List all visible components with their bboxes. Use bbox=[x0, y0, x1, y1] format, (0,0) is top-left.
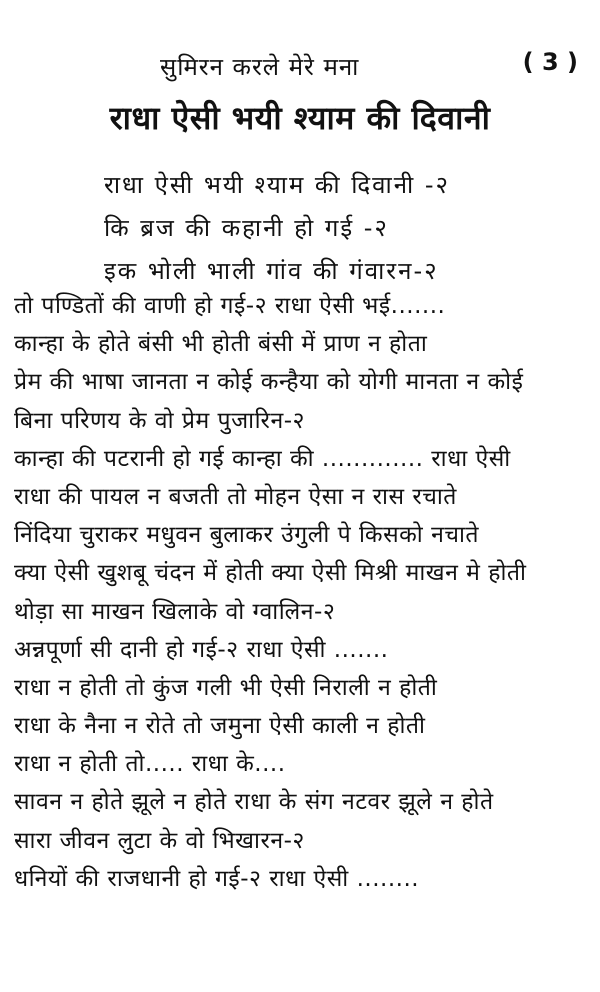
lyric-line: राधा न होती तो कुंज गली भी ऐसी निराली न होती bbox=[14, 674, 438, 701]
refrain-line: इक भोली भाली गांव की गंवारन-२ bbox=[104, 257, 439, 285]
lyric-line: अन्नपूर्णा सी दानी हो गई-२ राधा ऐसी ....... bbox=[14, 636, 389, 663]
lyric-line: क्या ऐसी खुशबू चंदन में होती क्या ऐसी मिश्री माखन मे होती bbox=[14, 560, 527, 587]
page-header bbox=[0, 48, 600, 88]
lyric-line: निंदिया चुराकर मधुवन बुलाकर उंगुली पे किसको नचाते bbox=[14, 522, 480, 549]
lyric-line: सावन न होते झूले न होते राधा के संग नटवर झूले न होते bbox=[14, 789, 494, 816]
lyric-line: थोड़ा सा माखन खिलाके वो ग्वालिन-२ bbox=[14, 598, 336, 625]
lyric-line: कान्हा की पटरानी हो गई कान्हा की ............. राधा ऐसी bbox=[14, 445, 511, 472]
lyric-line: प्रेम की भाषा जानता न कोई कन्हैया को योगी मानता न कोई bbox=[14, 369, 524, 396]
lyric-line: राधा न होती तो..... राधा के.... bbox=[14, 751, 286, 778]
page-number: ( 3 ) bbox=[522, 48, 578, 76]
lyric-line: तो पण्डितों की वाणी हो गई-२ राधा ऐसी भई....... bbox=[14, 293, 446, 319]
lyric-line: कान्हा के होते बंसी भी होती बंसी में प्राण न होता bbox=[14, 331, 428, 358]
refrain-block bbox=[0, 164, 600, 293]
lyric-line: बिना परिणय के वो प्रेम पुजारिन-२ bbox=[14, 407, 305, 434]
song-title: राधा ऐसी भयी श्याम की दिवानी bbox=[109, 99, 491, 137]
lyric-line: राधा के नैना न रोते तो जमुना ऐसी काली न होती bbox=[14, 713, 426, 740]
running-title: सुमिरन करले मेरे मना bbox=[160, 53, 360, 81]
lyric-line: धनियों की राजधानी हो गई-२ राधा ऐसी ........ bbox=[14, 865, 420, 892]
lyrics-body bbox=[14, 287, 584, 898]
lyric-line: राधा की पायल न बजती तो मोहन ऐसा न रास रचाते bbox=[14, 483, 457, 510]
lyric-line: सारा जीवन लुटा के वो भिखारन-२ bbox=[14, 827, 305, 854]
refrain-line: राधा ऐसी भयी श्याम की दिवानी -२ bbox=[104, 171, 451, 199]
refrain-line: कि ब्रज की कहानी हो गई -२ bbox=[104, 214, 389, 242]
